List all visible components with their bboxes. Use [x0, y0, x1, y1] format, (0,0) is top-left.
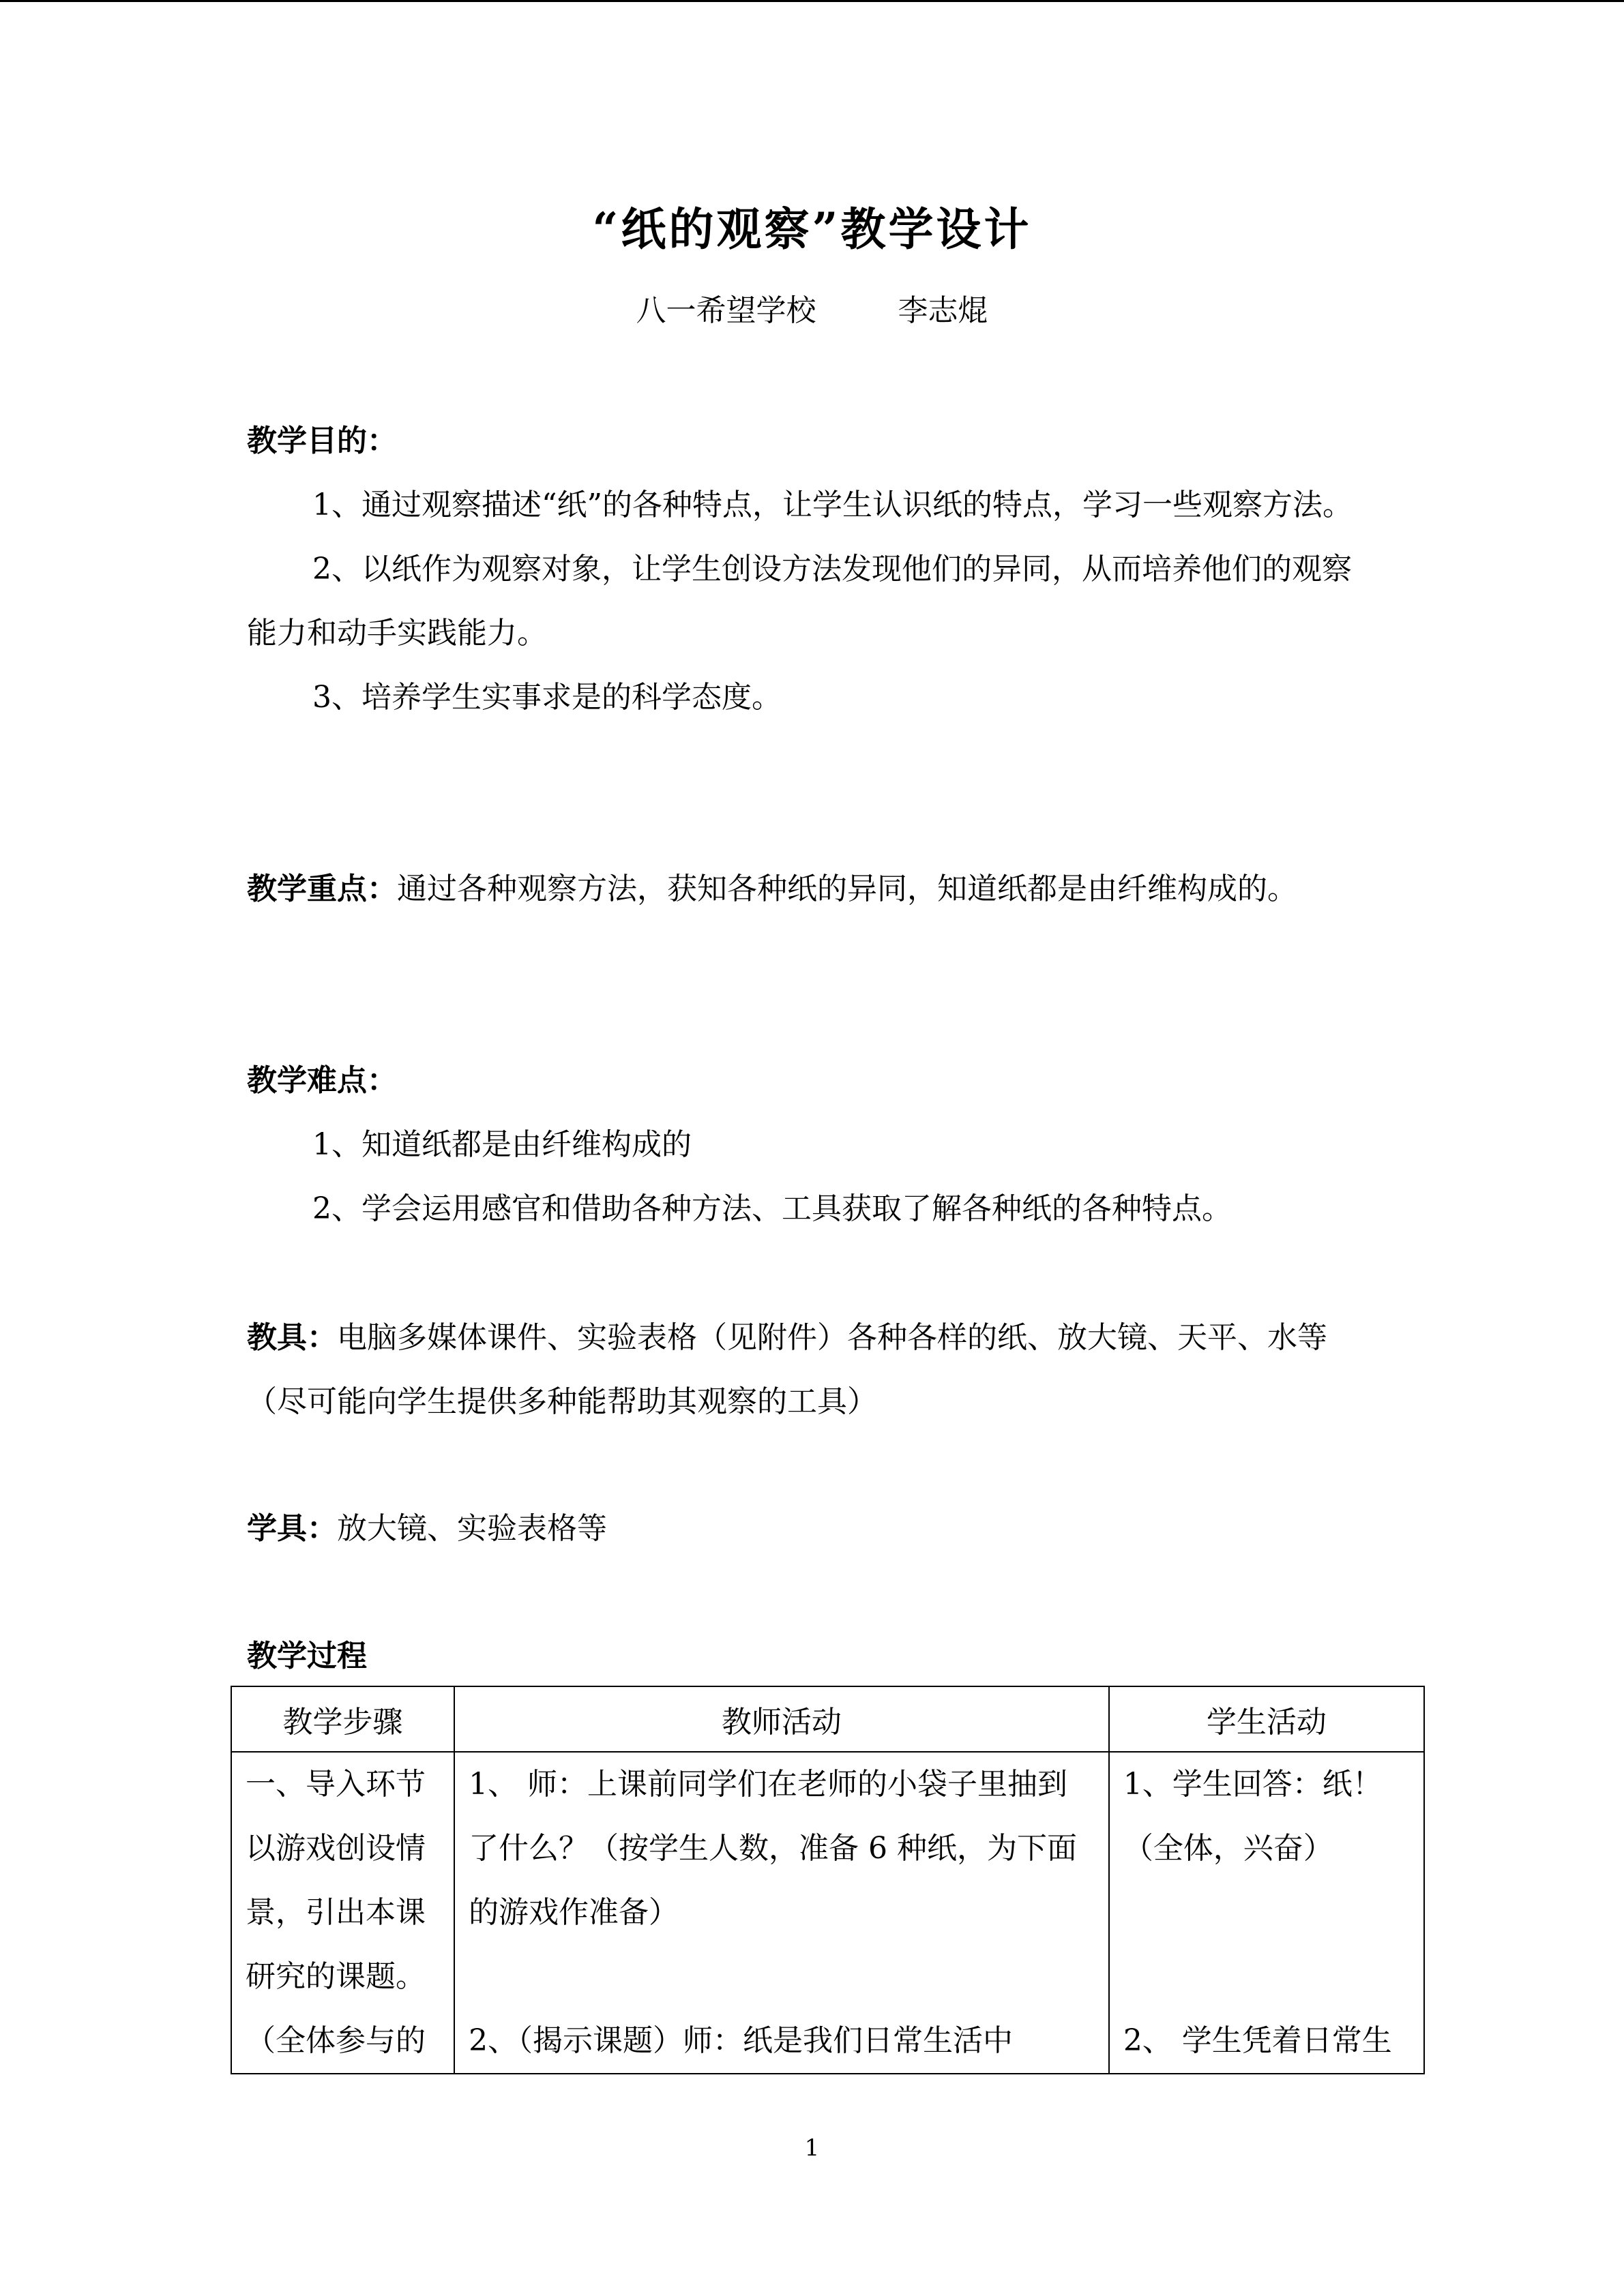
difficulty-item: 1、知道纸都是由纤维构成的 [312, 1127, 692, 1162]
page-number: 1 [804, 2134, 820, 2162]
spacer [1123, 1945, 1410, 2009]
teaching-aids-section [247, 1306, 1365, 1434]
student-aids-section [247, 1497, 1379, 1561]
spacer [1123, 1881, 1410, 1945]
student-aids-text: 放大镜、实验表格等 [337, 1511, 607, 1546]
column-header-student: 学生活动 [1109, 1686, 1424, 1752]
table-header-row [231, 1686, 1424, 1752]
objectives-heading: 教学目的： [247, 423, 397, 458]
difficulties-section [247, 1049, 1379, 1241]
document-title: “纸的观察”教学设计 [592, 203, 1032, 256]
teacher-activity-2: 2、（揭示课题）师：纸是我们日常生活中 [469, 2023, 1014, 2058]
table-row [231, 1752, 1424, 2074]
key-points-label: 教学重点： [247, 871, 397, 906]
key-points-paragraph [247, 857, 1338, 921]
teaching-aids-paragraph [247, 1306, 1365, 1434]
school-name: 八一希望学校 [636, 293, 816, 328]
student-activity-2: 2、 学生凭着日常生 [1123, 2023, 1392, 2058]
spacer [469, 1945, 1095, 2009]
author-name: 李志焜 [898, 293, 988, 328]
step-cell [231, 1752, 454, 2074]
teaching-aids-text: 电脑多媒体课件、实验表格（见附件）各种各样的纸、放大镜、天平、水等（尽可能向学生提供多种能帮助其观察的工具） [247, 1320, 1327, 1419]
objective-item: 1、通过观察描述“纸”的各种特点，让学生认识纸的特点，学习一些观察方法。 [312, 488, 1353, 522]
teaching-aids-label: 教具： [247, 1320, 337, 1355]
teacher-activity-cell [454, 1752, 1109, 2074]
key-points-section [247, 857, 1338, 921]
column-header-teacher: 教师活动 [454, 1686, 1109, 1752]
difficulty-item: 2、学会运用感官和借助各种方法、工具获取了解各种纸的各种特点。 [312, 1191, 1232, 1226]
student-activity-1: 1、学生回答：纸！（全体，兴奋） [1123, 1767, 1383, 1866]
top-border-line [0, 0, 1624, 2]
step-text: 一、导入环节以游戏创设情景，引出本课研究的课题。（全体参与的 [246, 1767, 426, 2058]
process-table [231, 1686, 1425, 2074]
difficulties-heading: 教学难点： [247, 1063, 397, 1098]
column-header-step: 教学步骤 [231, 1686, 454, 1752]
objectives-section [247, 409, 1379, 730]
objective-item: 3、培养学生实事求是的科学态度。 [312, 680, 782, 715]
student-aids-label: 学具： [247, 1511, 337, 1546]
objective-item: 2、以纸作为观察对象，让学生创设方法发现他们的异同，从而培养他们的观察能力和动手实践能力。 [247, 552, 1352, 651]
process-heading: 教学过程 [247, 1639, 367, 1673]
byline [0, 295, 1624, 327]
student-activity-cell [1109, 1752, 1424, 2074]
teacher-activity-1: 1、 师：上课前同学们在老师的小袋子里抽到了什么？（按学生人数，准备 6 种纸，为下面的游戏作准备） [469, 1767, 1078, 1930]
key-points-text: 通过各种观察方法，获知各种纸的异同，知道纸都是由纤维构成的。 [397, 871, 1297, 906]
process-section-heading [247, 1624, 1379, 1688]
student-aids-paragraph [247, 1497, 1379, 1561]
